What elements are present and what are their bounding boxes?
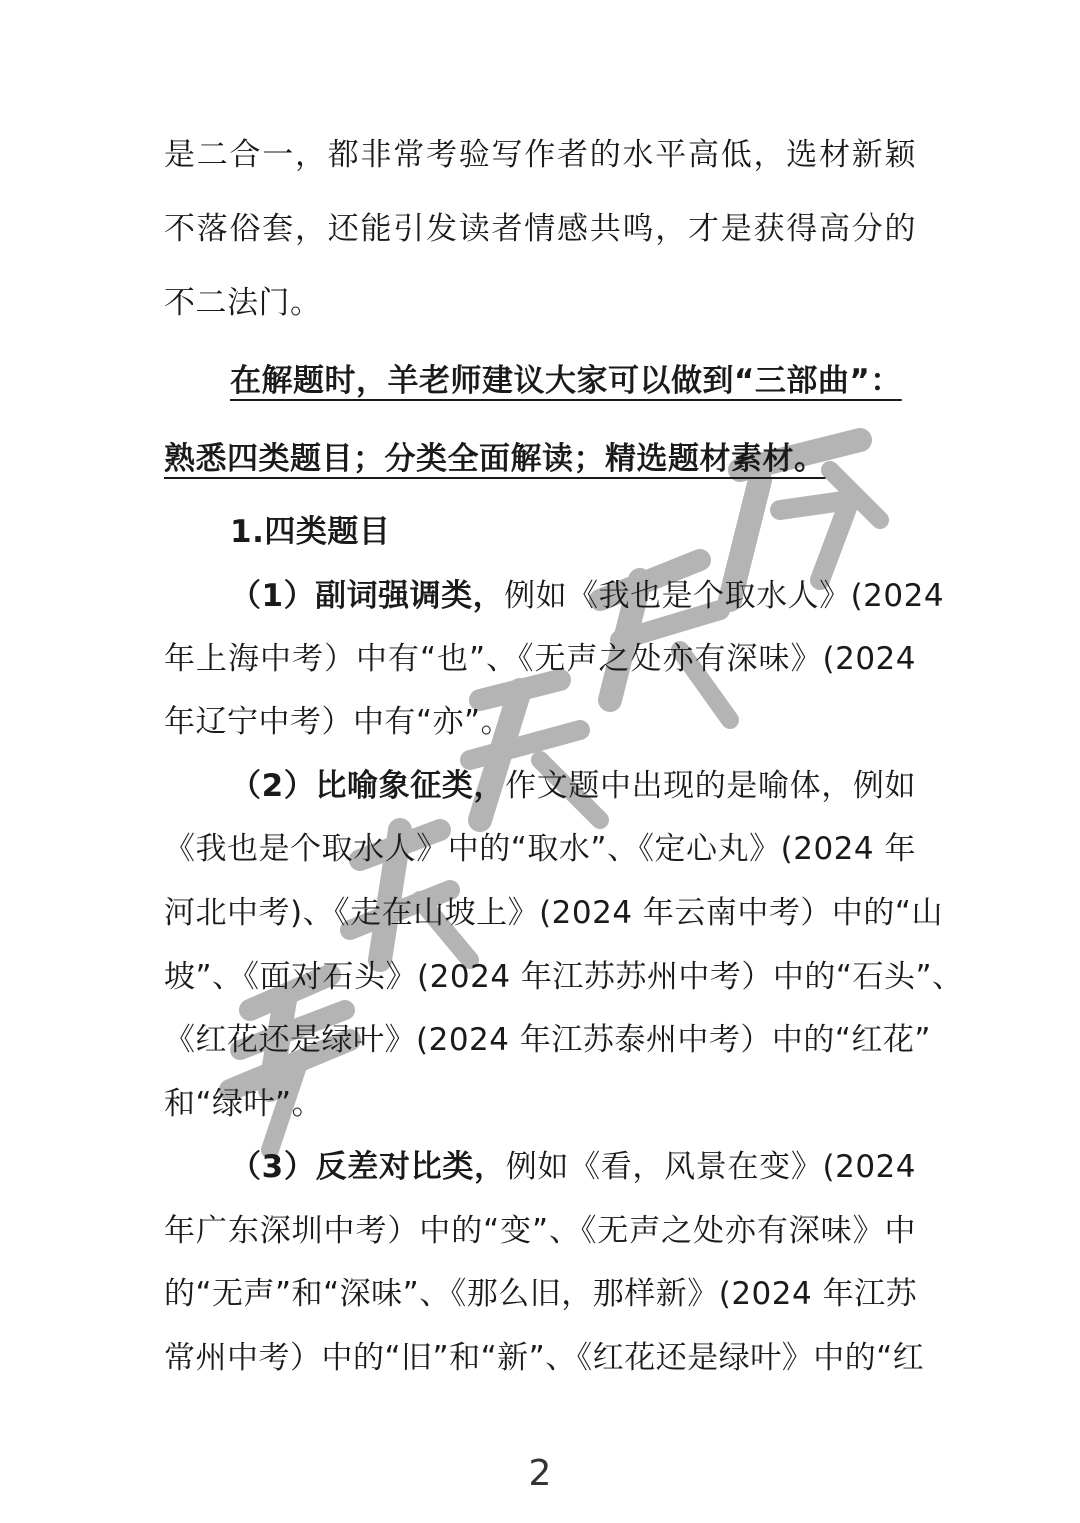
advice-text: 熟悉四类题目；分类全面解读；精选题材素材。	[164, 441, 826, 477]
advice-line	[230, 361, 916, 401]
section-heading: 1.四类题目	[230, 514, 391, 550]
advice-line	[164, 439, 916, 479]
advice-text: 在解题时，羊老师建议大家可以做到“三部曲”：	[230, 363, 902, 399]
item-3-line: 年广东深圳中考）中的“变”、《无声之处亦有深味》中	[164, 1213, 916, 1249]
item-2-first-line	[230, 766, 916, 806]
item-3-line: 常州中考）中的“旧”和“新”、《红花还是绿叶》中的“红	[164, 1340, 925, 1376]
item-2-line: 和“绿叶”。	[164, 1086, 324, 1122]
item-1-label: （1）副词强调类，	[230, 578, 505, 614]
item-2-label: （2）比喻象征类，	[230, 768, 506, 804]
item-2-line: 河北中考)、《走在山坡上》(2024 年云南中考）中的“山	[164, 895, 943, 931]
item-1-line: 年辽宁中考）中有“亦”。	[164, 704, 513, 740]
item-3-line: 的“无声”和“深味”、《那么旧，那样新》(2024 年江苏	[164, 1276, 918, 1312]
item-1-first-line	[230, 576, 945, 616]
item-3-text: 例如《看，风景在变》(2024	[505, 1149, 916, 1185]
item-1-text: 例如《我也是个取水人》(2024	[504, 578, 945, 614]
item-2-line: 坡”、《面对石头》(2024 年江苏苏州中考）中的“石头”、	[164, 959, 964, 995]
item-3-label: （3）反差对比类，	[230, 1149, 506, 1185]
item-3-first-line	[230, 1147, 916, 1187]
item-2-line: 《我也是个取水人》中的“取水”、《定心丸》(2024 年	[164, 831, 916, 867]
item-1-line: 年上海中考）中有“也”、《无声之处亦有深味》(2024	[164, 641, 916, 677]
item-2-line: 《红花还是绿叶》(2024 年江苏泰州中考）中的“红花”	[164, 1022, 931, 1058]
item-2-text: 作文题中出现的是喻体，例如	[505, 768, 916, 804]
paragraph-line: 是二合一，都非常考验写作者的水平高低，选材新颖	[164, 137, 916, 173]
page-number: 2	[528, 1453, 552, 1494]
paragraph-line: 不二法门。	[164, 285, 322, 321]
paragraph-line: 不落俗套，还能引发读者情感共鸣，才是获得高分的	[164, 211, 916, 247]
